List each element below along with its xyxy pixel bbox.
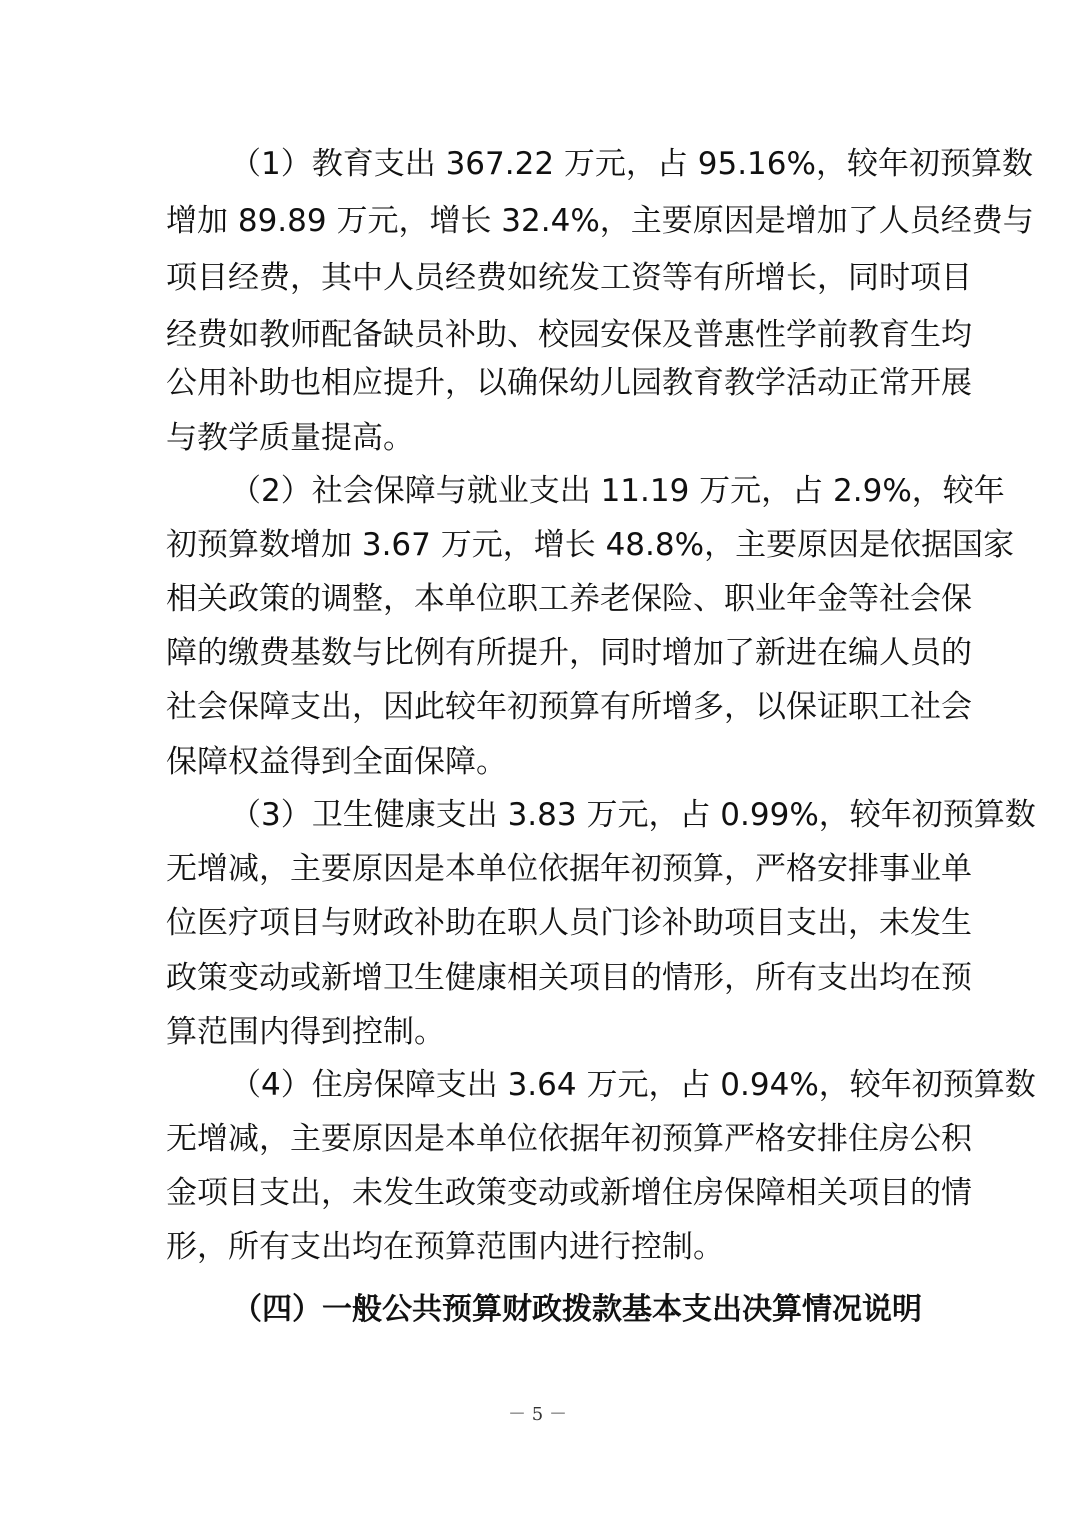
paragraph-line: （2）社会保障与就业支出 11.19 万元，占 2.9%，较年 xyxy=(230,473,1005,509)
paragraph-line: （3）卫生健康支出 3.83 万元，占 0.99%，较年初预算数 xyxy=(230,797,1036,833)
paragraph-line: 经费如教师配备缺员补助、校园安保及普惠性学前教育生均 xyxy=(166,317,972,353)
paragraph-line: 无增减，主要原因是本单位依据年初预算严格安排住房公积 xyxy=(166,1121,972,1157)
paragraph-line: 相关政策的调整，本单位职工养老保险、职业年金等社会保 xyxy=(166,581,972,617)
paragraph-line: 无增减，主要原因是本单位依据年初预算，严格安排事业单 xyxy=(166,851,972,887)
paragraph-line: 形，所有支出均在预算范围内进行控制。 xyxy=(166,1229,724,1265)
paragraph-line: 增加 89.89 万元，增长 32.4%，主要原因是增加了人员经费与 xyxy=(166,203,1034,239)
paragraph-line: 初预算数增加 3.67 万元，增长 48.8%，主要原因是依据国家 xyxy=(166,527,1015,563)
paragraph-line: 位医疗项目与财政补助在职人员门诊补助项目支出，未发生 xyxy=(166,905,972,941)
paragraph-line: 社会保障支出，因此较年初预算有所增多，以保证职工社会 xyxy=(166,689,972,725)
paragraph-line: （4）住房保障支出 3.64 万元，占 0.94%，较年初预算数 xyxy=(230,1067,1036,1103)
paragraph-line: 算范围内得到控制。 xyxy=(166,1014,445,1050)
section-heading: （四）一般公共预算财政拨款基本支出决算情况说明 xyxy=(232,1292,922,1327)
paragraph-line: 金项目支出，未发生政策变动或新增住房保障相关项目的情 xyxy=(166,1175,972,1211)
paragraph-line: （1）教育支出 367.22 万元，占 95.16%，较年初预算数 xyxy=(230,146,1033,182)
paragraph-line: 政策变动或新增卫生健康相关项目的情形，所有支出均在预 xyxy=(166,960,972,996)
paragraph-line: 障的缴费基数与比例有所提升，同时增加了新进在编人员的 xyxy=(166,635,972,671)
paragraph-line: 与教学质量提高。 xyxy=(166,420,414,456)
paragraph-line: 保障权益得到全面保障。 xyxy=(166,744,507,780)
paragraph-line: 公用补助也相应提升，以确保幼儿园教育教学活动正常开展 xyxy=(166,365,972,401)
page-number: － 5 － xyxy=(508,1404,567,1425)
paragraph-line: 项目经费，其中人员经费如统发工资等有所增长，同时项目 xyxy=(166,260,972,296)
